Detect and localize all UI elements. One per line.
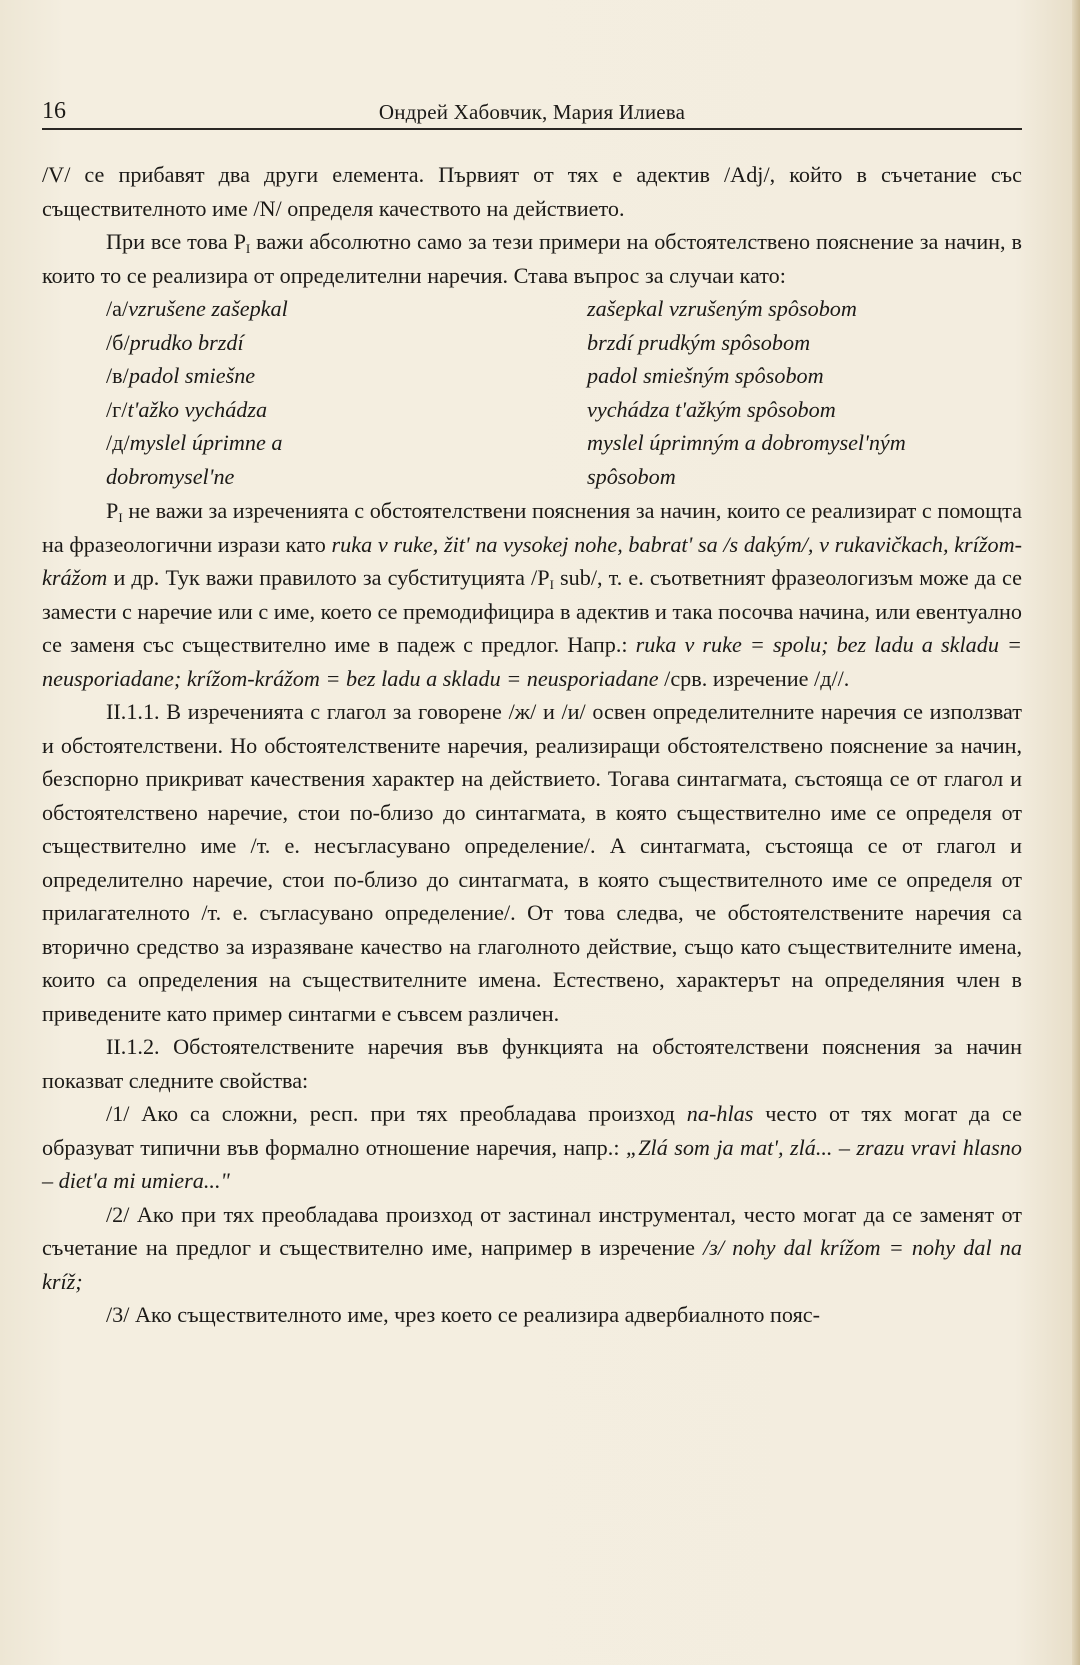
body-text — [42, 158, 1022, 1332]
paragraph-3: $P_I$ не важи за изреченията с обстоятелствени пояснения за начин, които се реализират с помощта на фразеологични изрази като ruka v ruke, žit' na vysokej nohe, babrat' sa /s dakým/, v rukavičkach, krížom-krážom и др. Тук важи правилото за субституцията $/P_I$ sub/, т. е. съответният фразеологизъм може да се замести с наречие или с име, което се премодифицира в адектив и така посочва начина, или евентуално се заменя със съществително име в падеж с предлог. Напр.: ruka v ruke = spolu; bez ladu a skladu = neusporiadane; krížom-krážom = bez ladu a skladu = neusporiadane /срв. изречение /д//. — [42, 498, 1022, 691]
paragraph-5: II.1.2. Обстоятелствените наречия във функцията на обстоятелствени пояснения за начин показват следните свойства: — [42, 1034, 1022, 1093]
example-left-g: /г/t'ažko vychádza — [106, 396, 268, 422]
example-right-v: padol smiešným spôsobom — [587, 363, 824, 388]
paragraph-7: /2/ Ако при тях преобладава произход от застинал инструментал, често могат да се заменят от съчетание на предлог и съществително име, например в изречение /з/ nohy dal krížom = nohy dal na kríž; — [42, 1201, 1022, 1294]
paragraph-4: II.1.1. В изреченията с глагол за говорене /ж/ и /и/ освен определителните наречия се използват и обстоятелствени. Но обстоятелствените наречия, реализиращи обстоятелствено пояснение за начин, безспорно прикриват качествения характер на действието. Тогава синтагмата, състояща се от глагол и обстоятелствено наречие, стои по-близо до синтагмата, в която съществително име се определя от съществително име /т. е. несъгласувано определение/. А синтагмата, състояща се от глагол и определително наречие, стои по-близо до синтагмата, в която съществителното име се определя от прилагателното /т. е. съгласувано определение/. От това следва, че обстоятелствените наречия са вторично средство за изразяване качество на глаголното действие, също като съществителните имена, които са определения на съществителните имена. Естествено, характерът на определяния член в приведените като пример синтагми е съвсем различен. — [42, 699, 1022, 1026]
page-edge-shadow — [1072, 0, 1080, 1665]
paragraph-2: При все това $P_I$ важи абсолютно само за тези примери на обстоятелствено пояснение за начин, в които то се реализира от определителни наречия. Става въпрос за случаи като: — [42, 229, 1022, 288]
page-number: 16 — [42, 98, 66, 124]
header-rule — [42, 128, 1022, 130]
paragraph-1: /V/ се прибавят два други елемента. Първият от тях е адектив /Adj/, който в съчетание със съществителното име /N/ определя качеството на действието. — [42, 162, 1022, 221]
example-left-d: /д/myslel úprimne a — [106, 430, 283, 455]
paragraph-6: /1/ Ако са сложни, респ. при тях преобладава произход na-hlas често от тях могат да се образуват типични във формално отношение наречия, напр.: „Zlá som ja mat', zlá... – zrazu vravi hlasno – diet'a mi umiera..." — [42, 1101, 1022, 1193]
example-right-d-cont: spôsobom — [587, 463, 676, 489]
page-header — [42, 94, 1022, 128]
example-right-a: zašepkal vzrušeným spôsobom — [587, 296, 857, 321]
example-right-d: myslel úprimným a dobromysel'ným — [587, 430, 906, 455]
running-head: Ондрей Хабовчик, Мария Илиева — [378, 100, 686, 124]
example-column-right — [587, 292, 1027, 493]
example-list — [42, 292, 1022, 494]
example-right-g: vychádza t'ažkým spôsobom — [587, 396, 836, 422]
example-column-left — [106, 292, 526, 493]
example-right-b: brzdí prudkým spôsobom — [587, 329, 811, 355]
example-left-b: /б/prudko brzdí — [106, 329, 244, 355]
paragraph-8: /3/ Ако съществителното име, чрез което се реализира адвербиалното пояс- — [106, 1302, 821, 1327]
example-left-d-cont: dobromysel'ne — [106, 463, 235, 489]
example-left-v: /в/padol smiešne — [106, 363, 256, 388]
example-left-a: /а/vzrušene zašepkal — [106, 296, 288, 321]
